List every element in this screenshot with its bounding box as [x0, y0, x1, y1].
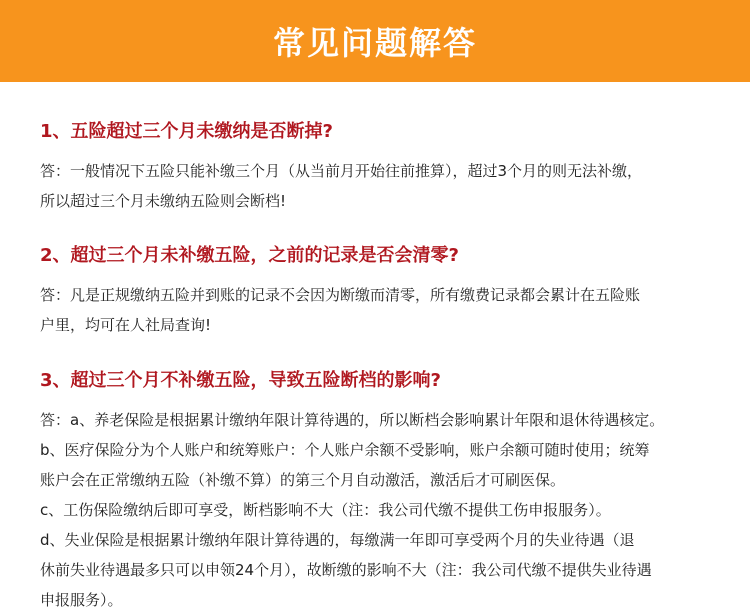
answer-line: 休前失业待遇最多只可以申领24个月），故断缴的影响不大（注：我公司代缴不提供失业待遇	[40, 561, 652, 579]
faq-question-1: 1、五险超过三个月未缴纳是否断掉?	[40, 121, 333, 142]
answer-line: 所以超过三个月未缴纳五险则会断档!	[40, 192, 287, 210]
answer-line: 户里，均可在人社局查询!	[40, 316, 212, 334]
answer-line: c、工伤保险缴纳后即可享受，断档影响不大（注：我公司代缴不提供工伤申报服务）。	[40, 501, 611, 519]
page-title: 常见问题解答	[272, 24, 477, 62]
faq-answer-1	[40, 156, 730, 216]
header-banner	[0, 0, 750, 82]
faq-item-3	[40, 369, 730, 615]
answer-line: d、失业保险是根据累计缴纳年限计算待遇的，每缴满一年即可享受两个月的失业待遇（退	[40, 531, 635, 549]
faq-question-3: 3、超过三个月不补缴五险，导致五险断档的影响?	[40, 370, 441, 391]
faq-item-1	[40, 120, 730, 216]
faq-answer-3	[40, 405, 730, 615]
answer-line: b、医疗保险分为个人账户和统筹账户：个人账户余额不受影响，账户余额可随时使用；统筹	[40, 441, 650, 459]
answer-line: 答：凡是正规缴纳五险并到账的记录不会因为断缴而清零，所有缴费记录都会累计在五险账	[40, 286, 641, 304]
answer-line: 申报服务）。	[40, 591, 123, 609]
answer-line: 答：一般情况下五险只能补缴三个月（从当前月开始往前推算），超过3个月的则无法补缴，	[40, 162, 643, 180]
faq-question-2: 2、超过三个月未补缴五险，之前的记录是否会清零?	[40, 245, 459, 266]
faq-item-2	[40, 244, 730, 340]
faq-answer-2	[40, 280, 730, 340]
answer-line: 答：a、养老保险是根据累计缴纳年限计算待遇的，所以断档会影响累计年限和退休待遇核定。	[40, 411, 665, 429]
answer-line: 账户会在正常缴纳五险（补缴不算）的第三个月自动激活，激活后才可刷医保。	[40, 471, 566, 489]
